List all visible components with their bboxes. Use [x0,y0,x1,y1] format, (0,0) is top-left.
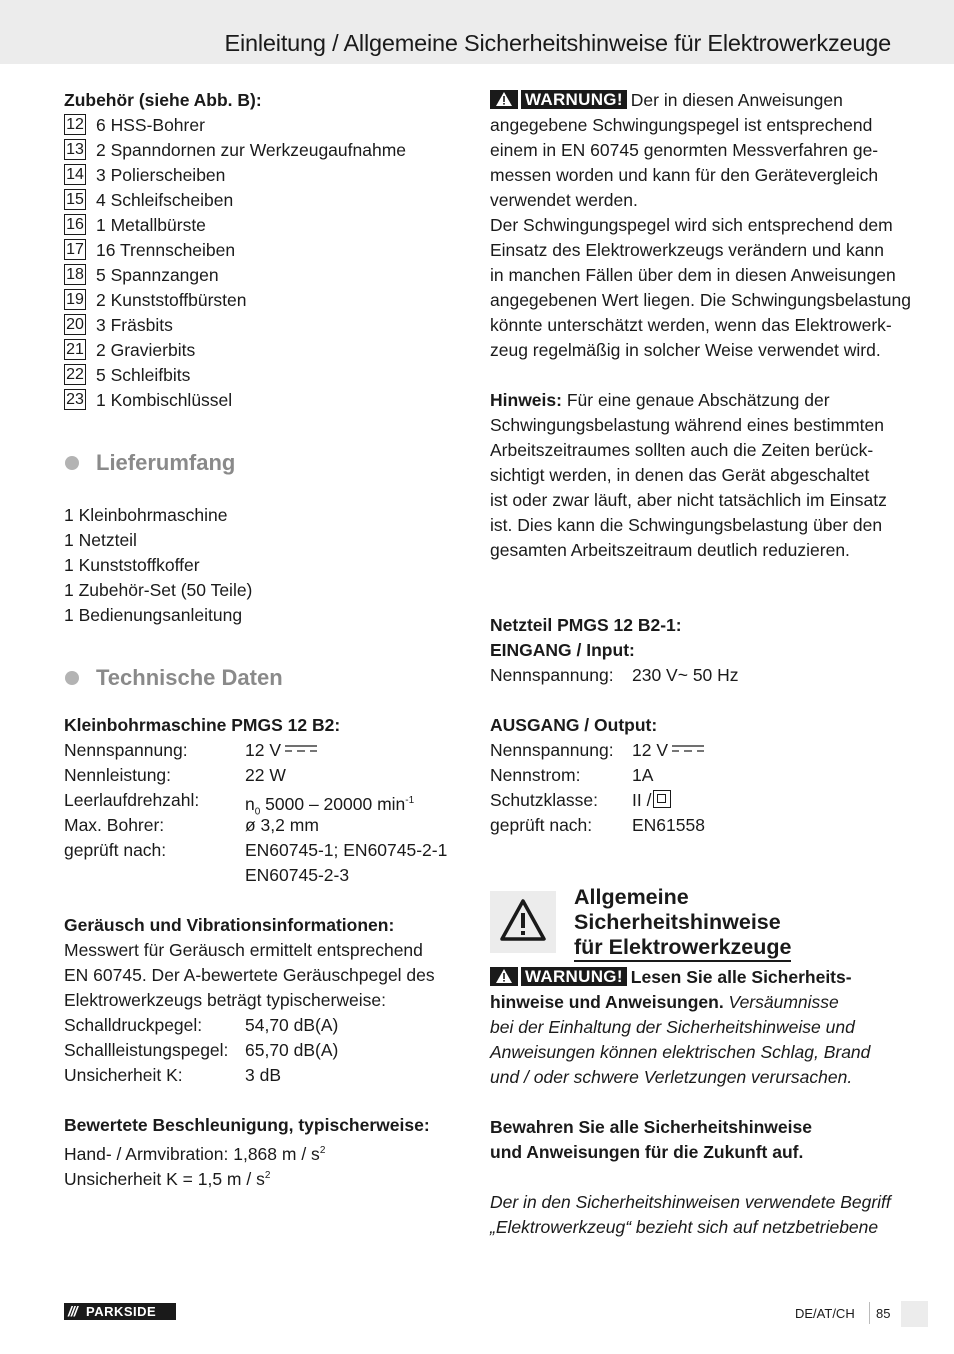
accessory-item [64,113,464,138]
accessory-item [64,363,464,388]
safety-section-heading [490,885,890,965]
vibration-uncertainty: Unsicherheit K = 1,5 m / $s^2$ [64,1168,271,1189]
text-line: angegebenen Wert liegen. Die Schwingungsbelastung [490,290,911,310]
text-line: ist oder zwar läuft, aber nicht tatsächlich im Einsatz [490,490,887,510]
dc-symbol-icon [284,744,318,754]
accessory-label: 2 Gravierbits [96,340,196,360]
spec-sound-pressure: Schalldruckpegel: 54,70 dB(A) [64,1015,339,1035]
accel-heading: Bewertete Beschleunigung, typischerweise: [64,1115,430,1135]
noise-heading: Geräusch und Vibrationsinformationen: [64,915,395,935]
warning-label: WARNUNG! [490,967,627,986]
warning-label: WARNUNG! [490,90,627,109]
class-ii-icon [653,790,671,808]
text-line: Anweisungen können elektrischen Schlag, Brand [490,1042,871,1062]
accessory-item [64,188,464,213]
item-number-box: 20 [64,314,86,335]
spec-sound-power: Schallleistungspegel: 65,70 dB(A) [64,1040,339,1060]
accessories-list [64,113,464,413]
page-number: 85 [876,1306,891,1321]
spec-voltage: Nennspannung: 12 V [64,738,464,763]
hand-arm-vibration: Hand- / Armvibration: 1,868 m / $s^2$ [64,1143,326,1164]
psu-heading: Netzteil PMGS 12 B2-1: [490,615,682,635]
text-line: Schwingungsbelastung während eines bestimmten [490,415,884,435]
item-number-box: 16 [64,214,86,235]
delivery-item: 1 Zubehör-Set (50 Teile) [64,580,253,600]
text-line: bei der Einhaltung der Sicherheitshinweise und [490,1017,855,1037]
safety-warning: WARNUNG! Lesen Sie alle Sicherheits- [490,965,890,990]
warning-triangle-icon [490,891,556,953]
item-number-box: 23 [64,389,86,410]
accessory-item [64,238,464,263]
delivery-item: 1 Kleinbohrmaschine [64,505,228,525]
accessory-item [64,263,464,288]
accessory-item [64,138,464,163]
item-number-box: 12 [64,114,86,135]
accessory-item [64,213,464,238]
bullet-icon [65,671,79,685]
item-number-box: 18 [64,264,86,285]
accessory-label: 1 Kombischlüssel [96,390,233,410]
vibration-warning: WARNUNG! Der in diesen Anweisungen [490,88,890,113]
spec-idle-speed: Leerlaufdrehzahl: $n_0$ 5000 – 20000 $\min^{-1}$ [64,790,415,818]
accessory-label: 4 Schleifscheiben [96,190,234,210]
accessory-item [64,388,464,413]
warning-triangle-icon [490,967,518,986]
delivery-list [64,503,464,628]
spec-output-current: Nennstrom: 1A [490,765,654,785]
page-title: Einleitung / Allgemeine Sicherheitshinweise für Elektrowerkzeuge [224,30,891,56]
accessory-label: 6 HSS-Bohrer [96,115,205,135]
tech-section-heading: Technische Daten [64,663,464,693]
item-number-box: 17 [64,239,86,260]
item-number-box: 19 [64,289,86,310]
term-definition: Der in den Sicherheitshinweisen verwendete Begriff [490,1192,891,1212]
accessory-item [64,163,464,188]
right-column [490,88,911,1240]
text-line: ist. Dies kann die Schwingungsbelastung über den [490,515,883,535]
spec-max-drill: Max. Bohrer: ø 3,2 mm [64,815,319,835]
text-line: angegebene Schwingungspegel ist entsprechend [490,115,873,135]
item-number-box: 21 [64,339,86,360]
accessory-label: 3 Polierscheiben [96,165,226,185]
text-line: und / oder schwere Verletzungen verursachen. [490,1067,853,1087]
input-heading: EINGANG / Input: [490,640,635,660]
spec-uncertainty: Unsicherheit K: 3 dB [64,1065,281,1085]
accessory-item [64,313,464,338]
noise-text: EN 60745. Der A-bewertete Geräuschpegel des [64,965,435,985]
text-line: sichtigt werden, in denen das Gerät abgeschaltet [490,465,870,485]
noise-text: Elektrowerkzeugs beträgt typischerweise: [64,990,386,1010]
country-code: DE/AT/CH [795,1306,855,1321]
text-line: Arbeitszeitraumes sollten auch die Zeiten berück- [490,440,874,460]
spec-power: Nennleistung: 22 W [64,765,286,785]
dc-symbol-icon [671,744,705,754]
warning-triangle-icon [490,90,518,109]
delivery-item: 1 Bedienungsanleitung [64,605,243,625]
item-number-box: 13 [64,139,86,160]
text-line: könnte unterschätzt werden, wenn das Elektrowerk- [490,315,892,335]
delivery-item: 1 Netzteil [64,530,137,550]
delivery-section-heading: Lieferumfang [64,448,464,478]
noise-text: Messwert für Geräusch ermittelt entsprechend [64,940,423,960]
spec-output-voltage: Nennspannung: 12 V [490,738,890,763]
page-header [0,0,954,64]
text-line: Einsatz des Elektrowerkzeugs verändern und kann [490,240,884,260]
footer-divider [869,1302,870,1324]
item-number-box: 14 [64,164,86,185]
text-line: zeug regelmäßig in solcher Weise verwendet wird. [490,340,881,360]
spec-input-voltage: Nennspannung: 230 V~ 50 Hz [490,665,739,685]
delivery-item: 1 Kunststoffkoffer [64,555,200,575]
drill-heading: Kleinbohrmaschine PMGS 12 B2: [64,715,341,735]
item-number-box: 22 [64,364,86,385]
spec-protection-class: Schutzklasse: II / [490,788,890,813]
accessory-label: 2 Kunststoffbürsten [96,290,247,310]
text-line: hinweise und Anweisungen. Versäumnisse [490,992,839,1012]
accessory-item [64,338,464,363]
keep-instructions: und Anweisungen für die Zukunft auf. [490,1142,804,1162]
accessory-label: 3 Fräsbits [96,315,173,335]
accessory-label: 1 Metallbürste [96,215,206,235]
spec-tested-2: EN60745-2-3 [245,865,350,885]
text-line: messen worden und kann für den Gerätevergleich [490,165,879,185]
accessory-label: 16 Trennscheiben [96,240,236,260]
note-paragraph: Hinweis: Für eine genaue Abschätzung der [490,390,830,410]
accessory-label: 2 Spanndornen zur Werkzeugaufnahme [96,140,407,160]
output-heading: AUSGANG / Output: [490,715,658,735]
footer-tab [901,1301,928,1327]
left-column [64,88,464,1188]
accessory-item [64,288,464,313]
accessories-heading: Zubehör (siehe Abb. B): [64,90,262,110]
text-line: gesamten Arbeitszeitraum deutlich reduzieren. [490,540,850,560]
parkside-logo: /// PARKSIDE [64,1303,176,1320]
keep-instructions: Bewahren Sie alle Sicherheitshinweise [490,1117,812,1137]
term-definition: „Elektrowerkzeug“ bezieht sich auf netzbetriebene [490,1217,879,1237]
spec-output-tested: geprüft nach: EN61558 [490,815,705,835]
accessory-label: 5 Schleifbits [96,365,191,385]
accessory-label: 5 Spannzangen [96,265,219,285]
text-line: verwendet werden. [490,190,638,210]
item-number-box: 15 [64,189,86,210]
spec-tested: geprüft nach: EN60745-1; EN60745-2-1 [64,840,448,860]
bullet-icon [65,456,79,470]
text-line: Der Schwingungspegel wird sich entsprechend dem [490,215,893,235]
text-line: in manchen Fällen über dem in diesen Anweisungen [490,265,896,285]
safety-title: Allgemeine Sicherheitshinweise für Elektrowerkzeuge [574,885,791,962]
text-line: einem in EN 60745 genormten Messverfahren ge- [490,140,879,160]
